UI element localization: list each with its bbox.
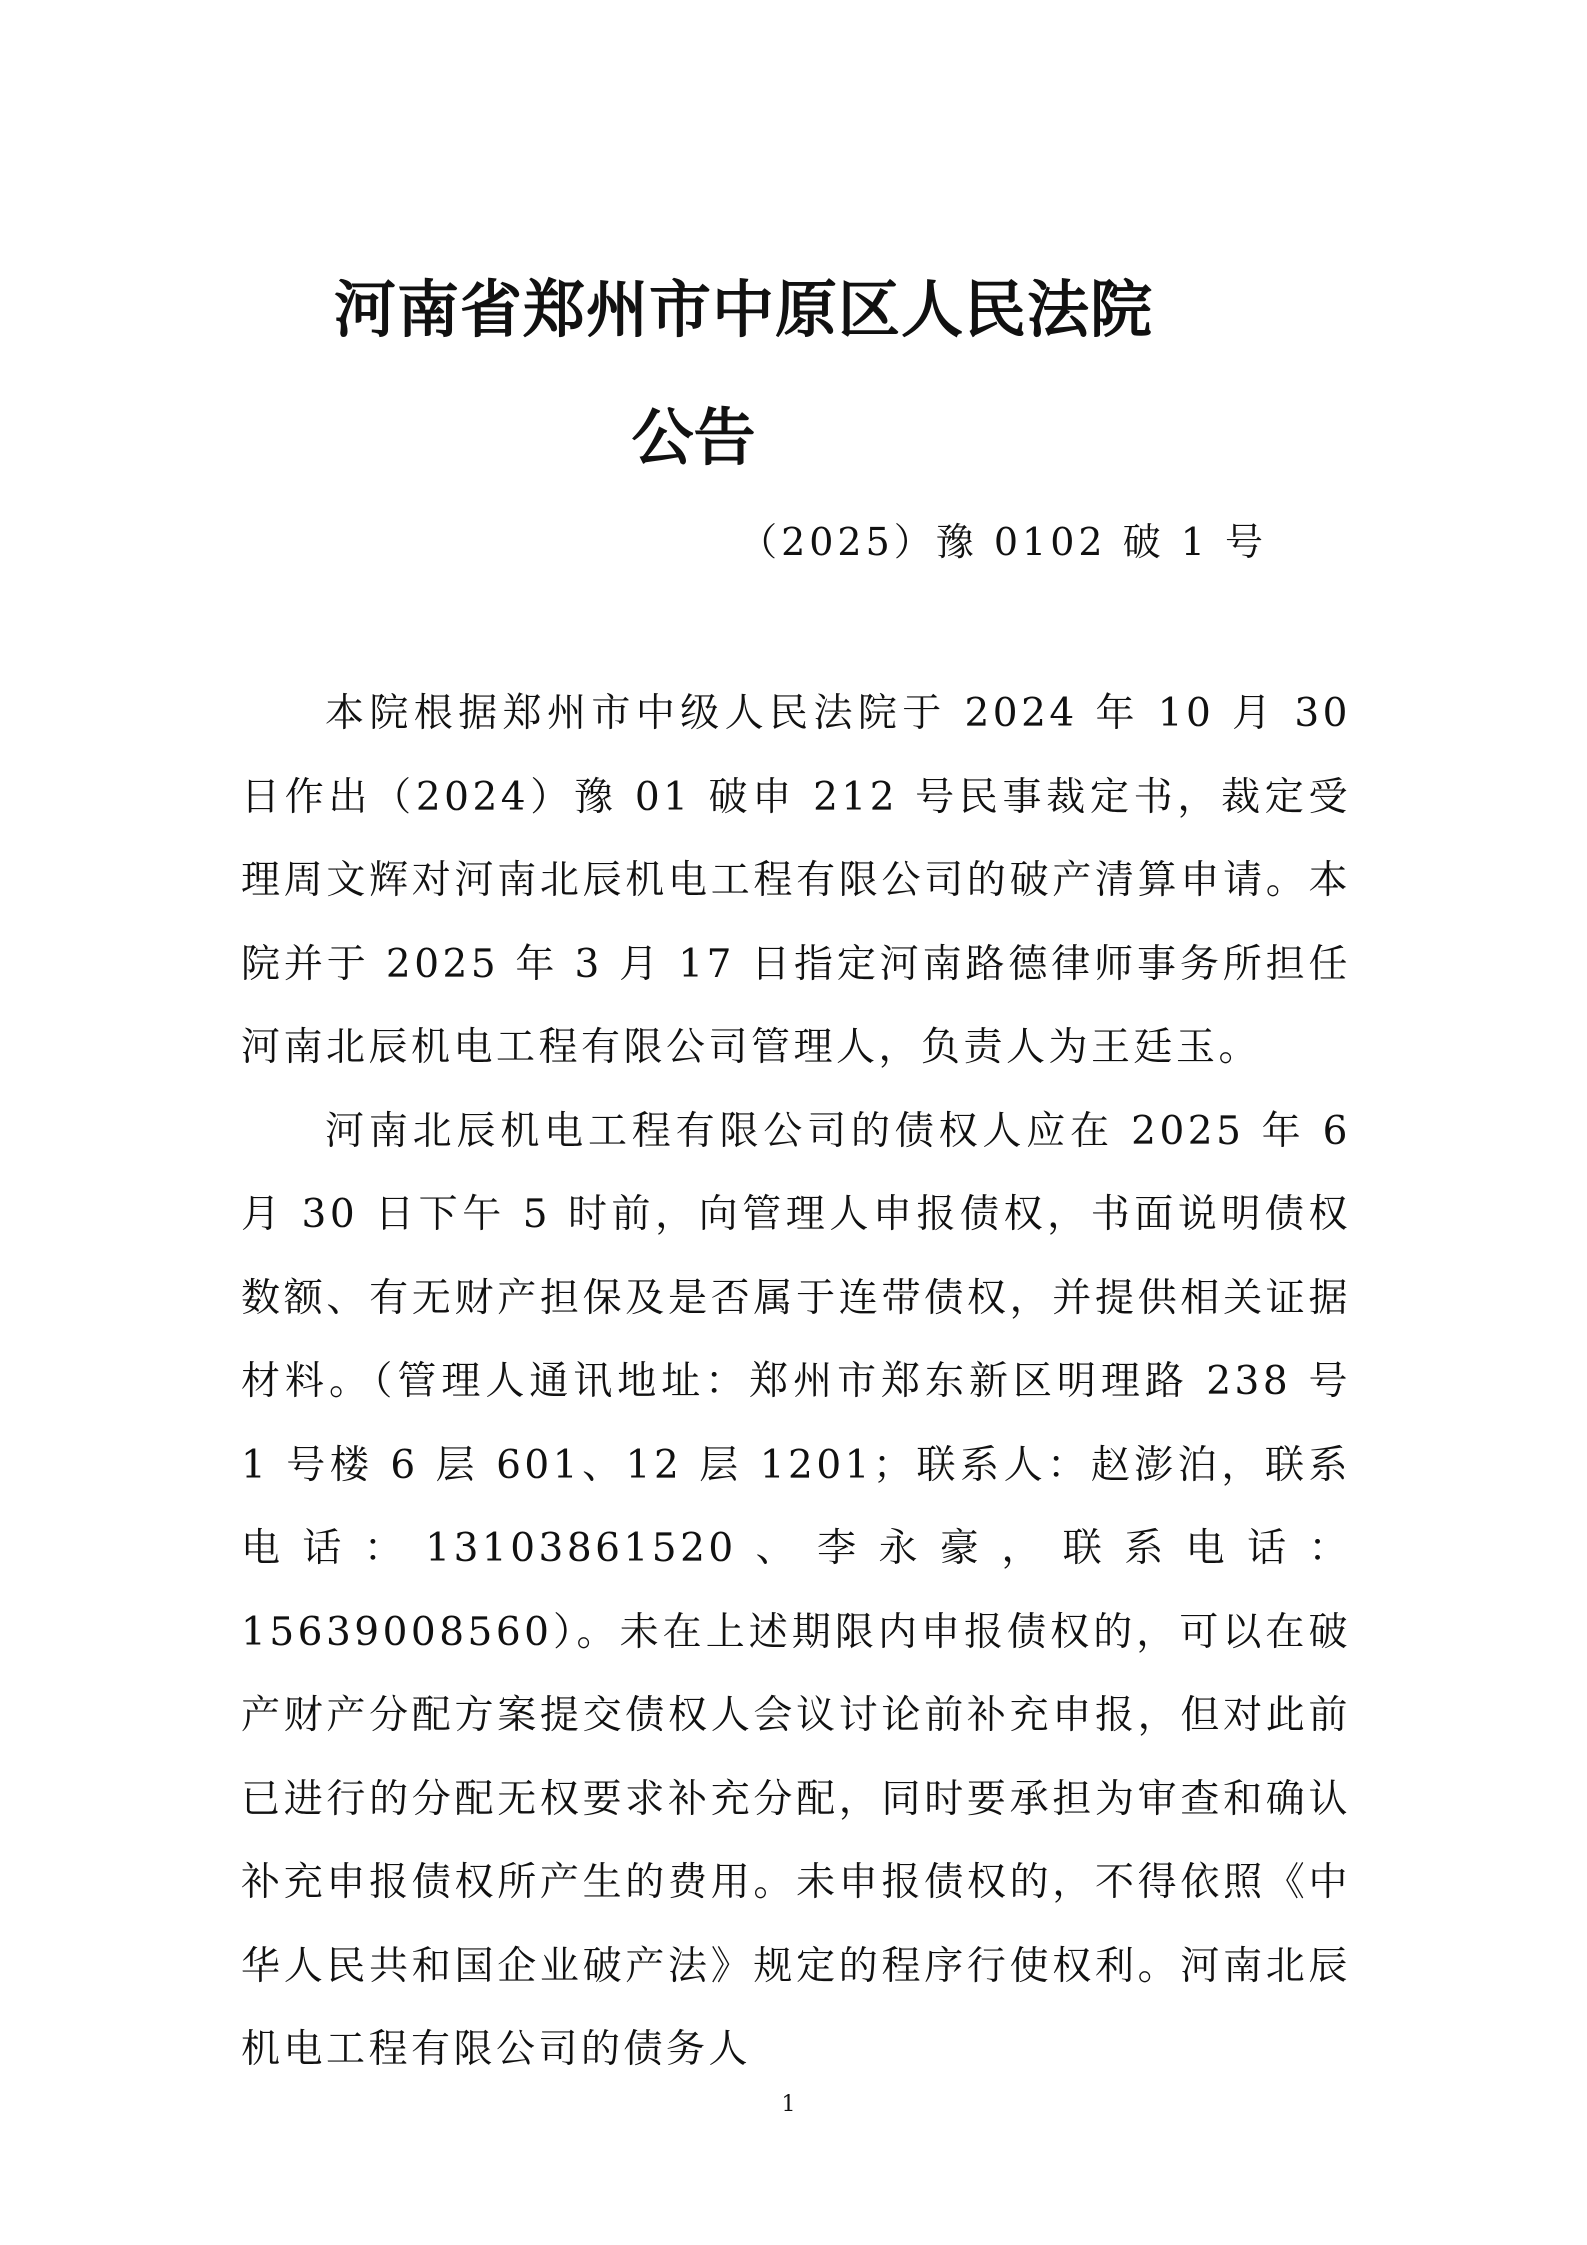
page-number: 1 xyxy=(781,2092,796,2117)
paragraph-acceptance: 本院根据郑州市中级人民法院于 2024 年 10 月 30 日作出（2024）豫 01 破申 212 号民事裁定书，裁定受理周文辉对河南北辰机电工程有限公司的破产清算申请。本院并于 2025 年 3 月 17 日指定河南路德律师事务所担任河南北辰机电工程有限公司管理人，负责人为王廷玉。 xyxy=(241,691,1351,1070)
paragraph-claims-declaration: 河南北辰机电工程有限公司的债权人应在 2025 年 6 月 30 日下午 5 时前，向管理人申报债权，书面说明债权数额、有无财产担保及是否属于连带债权，并提供相关证据材料。（管理人通讯地址：郑州市郑东新区明理路 238 号 1 号楼 6 层 601、12 层 1201；联系人：赵澎泊，联系电话：13103861520、李永豪，联系电话：15639008560）。未在上述期限内申报债权的，可以在破产财产分配方案提交债权人会议讨论前补充申报，但对此前已进行的分配无权要求补充分配，同时要承担为审查和确认补充申报债权所产生的费用。未申报债权的，不得依照《中华人民共和国企业破产法》规定的程序行使权利。河南北辰机电工程有限公司的债务人 xyxy=(241,1108,1351,2072)
notice-title: 公告 xyxy=(631,401,756,474)
court-name-heading: 河南省郑州市中原区人民法院 xyxy=(333,273,1153,346)
case-number: （2025）豫 0102 破 1 号 xyxy=(739,520,1267,564)
notice-body xyxy=(241,672,1351,2092)
